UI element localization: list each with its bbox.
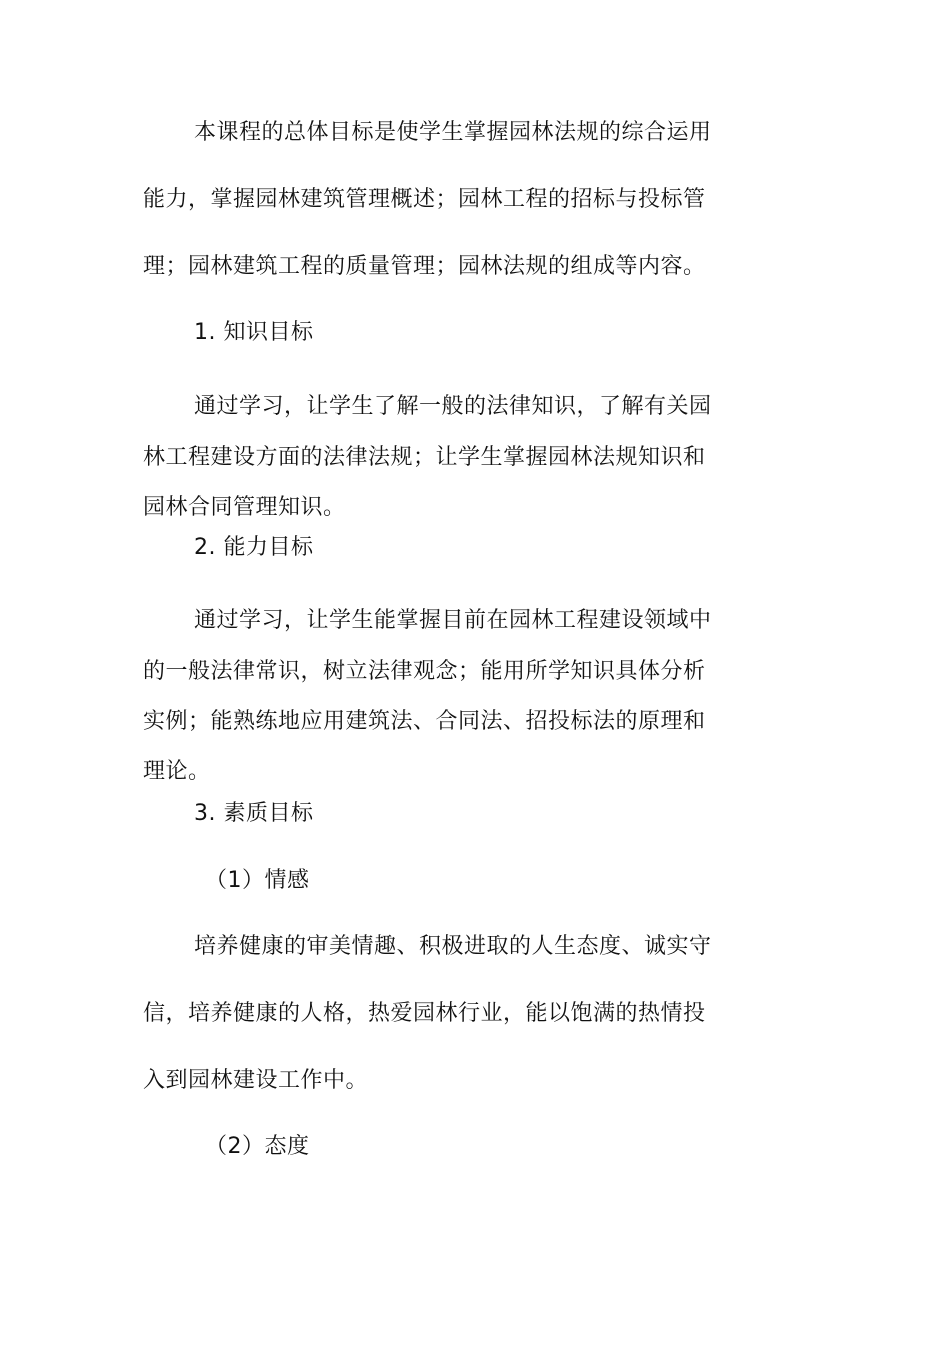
section2-line-3: 实例；能熟练地应用建筑法、合同法、招投标法的原理和 [143,709,706,734]
section3-sub2-heading: （2）态度 [205,1134,310,1159]
section2-line-2: 的一般法律常识，树立法律观念；能用所学知识具体分析 [143,659,706,684]
section3-sub1-line-3: 入到园林建设工作中。 [143,1068,369,1093]
section1-line-3: 园林合同管理知识。 [143,495,346,520]
intro-line-3: 理；园林建筑工程的质量管理；园林法规的组成等内容。 [143,254,706,279]
section3-sub1-line-2: 信，培养健康的人格，热爱园林行业，能以饱满的热情投 [143,1001,706,1026]
section2-line-4: 理论。 [143,759,211,784]
section3-sub1-heading: （1）情感 [205,868,310,893]
section1-line-2: 林工程建设方面的法律法规；让学生掌握园林法规知识和 [143,445,706,470]
intro-line-2: 能力，掌握园林建筑管理概述；园林工程的招标与投标管 [143,187,706,212]
section3-heading: 3. 素质目标 [194,801,314,826]
section1-heading: 1. 知识目标 [194,320,314,345]
section3-sub1-line-1: 培养健康的审美情趣、积极进取的人生态度、诚实守 [194,934,712,959]
intro-line-1: 本课程的总体目标是使学生掌握园林法规的综合运用 [194,120,712,145]
section2-line-1: 通过学习，让学生能掌握目前在园林工程建设领域中 [194,608,712,633]
section2-heading: 2. 能力目标 [194,535,314,560]
section1-line-1: 通过学习，让学生了解一般的法律知识，了解有关园 [194,394,712,419]
